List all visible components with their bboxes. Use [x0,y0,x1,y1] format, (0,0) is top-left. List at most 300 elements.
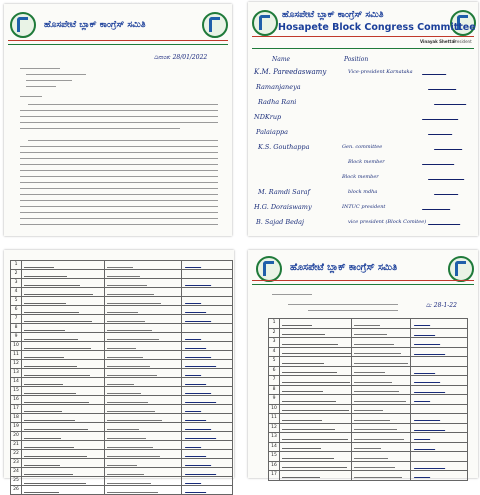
row-number: 26 [11,486,22,495]
signature-mark [414,396,432,402]
row-number: 7 [11,315,22,324]
table-row [11,261,233,270]
row-number: 6 [269,366,280,376]
row-number: 24 [11,468,22,477]
designation-cell [352,338,411,348]
table-row [11,351,233,360]
signature-mark [185,451,208,457]
header-divider [252,36,474,37]
text-line [20,206,218,207]
signature-cell [411,376,468,386]
signature-mark [428,216,464,225]
entry-name: K.S. Gouthappa [258,143,310,151]
signature-mark [434,141,466,150]
table-row [269,357,468,367]
row-number: 14 [11,378,22,387]
signature-cell [182,441,233,450]
text-line [20,122,218,123]
row-number: 8 [11,324,22,333]
designation-cell [352,461,411,471]
signature-mark [414,339,442,345]
signature-mark [185,424,213,430]
signature-cell [411,433,468,443]
entry-name: H.G. Doraiswamy [254,203,312,211]
text-line [20,218,218,219]
row-number: 18 [11,414,22,423]
signature-cell [411,319,468,329]
row-number: 15 [269,452,280,462]
signature-mark [414,463,447,469]
row-number: 7 [269,376,280,386]
text-line [288,304,398,305]
document-page-letter [4,4,232,236]
signature-table [268,318,468,481]
signature-mark [185,262,203,268]
text-line [20,182,218,183]
signature-cell [411,414,468,424]
signature-mark [414,472,432,478]
signature-cell [182,387,233,396]
entry-position: block mdha [348,189,378,195]
signature-cell [182,333,233,342]
name-cell [22,432,105,441]
row-number: 22 [11,450,22,459]
signature-cell [182,288,233,297]
designation-cell [105,324,182,333]
table-row [269,442,468,452]
table-row [11,468,233,477]
table-row [11,423,233,432]
table-row [11,360,233,369]
row-number: 1 [269,319,280,329]
name-cell [280,328,352,338]
letter-date: ದಿ: 28-1-22 [426,302,457,309]
designation-cell [352,328,411,338]
entry-position: vice president (Block Comitee) [348,219,427,225]
signature-mark [185,478,203,484]
row-number: 3 [11,279,22,288]
text-line [308,310,398,311]
table-row [269,328,468,338]
header-divider [252,284,474,285]
name-cell [22,315,105,324]
signature-cell [182,459,233,468]
signature-cell [182,297,233,306]
table-row [269,385,468,395]
signature-mark [414,330,437,336]
text-line [28,140,218,141]
table-row [11,432,233,441]
signature-cell [411,366,468,376]
name-cell [22,387,105,396]
signature-cell [182,360,233,369]
signature-mark [185,334,203,340]
designation-cell [352,385,411,395]
row-number: 20 [11,432,22,441]
row-number: 13 [11,369,22,378]
row-number: 11 [269,414,280,424]
name-cell [22,270,105,279]
signature-cell [411,357,468,367]
entry-name: Palaiappa [256,128,289,136]
row-number: 10 [269,404,280,414]
table-row [11,279,233,288]
row-number: 2 [269,328,280,338]
text-line [20,152,218,153]
header-divider [252,48,474,49]
designation-cell [105,468,182,477]
name-cell [22,477,105,486]
signature-mark [422,111,462,120]
signature-cell [411,338,468,348]
signature-mark [434,186,462,195]
name-cell [22,486,105,495]
signature-mark [185,406,203,412]
text-line [20,164,218,165]
signature-cell [182,315,233,324]
congress-logo-icon [252,10,278,36]
name-cell [22,351,105,360]
row-number: 8 [269,385,280,395]
signature-mark [414,434,432,440]
designation-cell [105,450,182,459]
text-line [20,224,218,225]
row-number: 2 [11,270,22,279]
designation-cell [105,279,182,288]
name-cell [22,396,105,405]
congress-logo-icon [448,256,474,282]
designation-cell [105,405,182,414]
designation-cell [352,433,411,443]
name-cell [280,366,352,376]
signature-mark [414,387,447,393]
row-number: 21 [11,441,22,450]
designation-cell [105,369,182,378]
column-header-position: Position [344,56,369,63]
row-number: 14 [269,442,280,452]
table-row [11,270,233,279]
text-line [20,68,60,69]
text-line [20,110,218,111]
signature-cell [182,342,233,351]
signature-mark [185,433,218,439]
name-cell [280,433,352,443]
row-number: 17 [11,405,22,414]
signature-cell [411,395,468,405]
signature-cell [182,306,233,315]
row-number: 5 [269,357,280,367]
designation-cell [105,297,182,306]
designation-cell [105,477,182,486]
organization-title: ಹೊಸಪೇಟೆ ಬ್ಲಾಕ್ ಕಾಂಗ್ರೆಸ್ ಸಮಿತಿ [44,20,146,30]
designation-cell [352,319,411,329]
signature-cell [182,351,233,360]
row-number: 10 [11,342,22,351]
name-cell [22,261,105,270]
name-cell [22,378,105,387]
column-header-name: Name [272,56,291,63]
congress-logo-icon [10,12,36,38]
name-cell [22,450,105,459]
name-cell [280,319,352,329]
designation-cell [105,315,182,324]
president-title: President [453,39,472,44]
designation-cell [105,288,182,297]
name-cell [22,297,105,306]
table-row [269,319,468,329]
signature-mark [185,442,203,448]
table-row [11,333,233,342]
text-line [28,104,218,105]
entry-name: NDKrup [254,113,282,121]
entry-name: K.M. Pareedaswamy [254,68,327,76]
entry-position: Block member [342,174,379,180]
designation-cell [105,396,182,405]
row-number: 13 [269,433,280,443]
signature-cell [411,385,468,395]
designation-cell [105,360,182,369]
text-line [20,170,218,171]
row-number: 12 [269,423,280,433]
table-row [269,471,468,481]
text-line [20,188,218,189]
table-row [11,297,233,306]
table-row [11,378,233,387]
name-cell [22,279,105,288]
table-row [11,396,233,405]
signature-mark [414,320,432,326]
designation-cell [105,378,182,387]
name-cell [22,369,105,378]
entry-position: INTUC president [342,204,386,210]
row-number: 4 [11,288,22,297]
signature-mark [414,444,437,450]
text-line [26,74,86,75]
name-cell [280,442,352,452]
signature-cell [411,347,468,357]
congress-logo-icon [256,256,282,282]
row-number: 4 [269,347,280,357]
entry-name: Radha Rani [258,98,297,106]
signature-mark [185,415,208,421]
signature-mark [185,307,208,313]
document-page-table-letterhead [248,250,478,478]
signature-mark [422,156,458,165]
signature-cell [182,468,233,477]
name-cell [22,405,105,414]
text-line [20,116,218,117]
organization-title-english: Hosapete Block Congress Committee [278,22,476,33]
signature-mark [185,298,203,304]
entry-name: M. Ramdi Saraf [258,188,310,196]
signature-mark [185,343,208,349]
entry-position: Gen. committee [342,144,383,150]
table-row [269,338,468,348]
name-cell [22,459,105,468]
text-line [20,200,218,201]
table-row [269,461,468,471]
signature-mark [428,171,468,180]
text-line [20,96,42,97]
signature-mark [414,377,442,383]
signature-mark [185,352,213,358]
designation-cell [105,387,182,396]
signature-table [10,260,233,495]
entry-name: Ramanjaneya [256,83,301,91]
designation-cell [352,471,411,481]
designation-cell [105,333,182,342]
name-cell [280,423,352,433]
name-cell [280,357,352,367]
row-number: 16 [11,396,22,405]
name-cell [22,288,105,297]
row-number: 1 [11,261,22,270]
signature-cell [182,261,233,270]
signature-mark [422,66,450,75]
congress-logo-icon [202,12,228,38]
signature-cell [411,442,468,452]
signature-mark [185,379,208,385]
table-row [269,423,468,433]
signature-cell [182,324,233,333]
signature-cell [182,486,233,495]
name-cell [22,360,105,369]
signature-cell [182,279,233,288]
text-line [26,86,56,87]
table-row [269,414,468,424]
organization-title-kannada: ಹೊಸಪೇಟೆ ಬ್ಲಾಕ್ ಕಾಂಗ್ರೆಸ್ ಸಮಿತಿ [282,10,384,20]
signature-cell [411,328,468,338]
designation-cell [105,459,182,468]
signature-cell [411,404,468,414]
signature-cell [411,461,468,471]
designation-cell [352,376,411,386]
table-row [11,450,233,459]
name-cell [280,414,352,424]
table-row [11,477,233,486]
text-line [272,294,312,295]
designation-cell [352,366,411,376]
signature-mark [428,126,456,135]
name-cell [22,468,105,477]
text-line [20,212,218,213]
table-row [11,324,233,333]
name-cell [280,376,352,386]
signature-cell [182,477,233,486]
signature-mark [434,96,470,105]
text-line [26,80,72,81]
designation-cell [352,357,411,367]
table-row [11,441,233,450]
designation-cell [105,423,182,432]
row-number: 16 [269,461,280,471]
signature-cell [411,471,468,481]
name-cell [280,338,352,348]
signature-mark [185,397,218,403]
name-cell [22,423,105,432]
header-divider [8,44,228,45]
header-divider [8,40,228,41]
row-number: 9 [11,333,22,342]
table-row [11,486,233,495]
signature-cell [411,452,468,462]
name-cell [280,404,352,414]
text-line [20,146,218,147]
designation-cell [352,452,411,462]
table-row [11,288,233,297]
designation-cell [105,306,182,315]
signature-cell [182,378,233,387]
row-number: 5 [11,297,22,306]
designation-cell [352,347,411,357]
document-page-signatures [248,2,478,236]
designation-cell [352,442,411,452]
table-row [11,459,233,468]
signature-mark [414,368,437,374]
designation-cell [105,351,182,360]
signature-mark [414,415,442,421]
signature-mark [185,316,213,322]
name-cell [22,342,105,351]
president-name: Vinayak Shettar [420,39,457,44]
signature-cell [182,270,233,279]
signature-mark [185,361,218,367]
table-row [11,342,233,351]
table-row [11,315,233,324]
row-number: 3 [269,338,280,348]
signature-mark [185,388,213,394]
name-cell [22,441,105,450]
name-cell [280,452,352,462]
row-number: 23 [11,459,22,468]
header-divider [252,280,474,281]
designation-cell [105,486,182,495]
table-row [11,369,233,378]
signature-mark [414,349,447,355]
designation-cell [352,414,411,424]
table-row [269,433,468,443]
signature-mark [414,425,447,431]
name-cell [280,471,352,481]
signature-cell [182,369,233,378]
signature-cell [182,432,233,441]
signature-mark [428,81,460,90]
table-row [11,387,233,396]
designation-cell [105,432,182,441]
name-cell [22,333,105,342]
name-cell [280,395,352,405]
designation-cell [352,395,411,405]
row-number: 17 [269,471,280,481]
signature-cell [182,423,233,432]
row-number: 9 [269,395,280,405]
name-cell [280,385,352,395]
table-row [269,395,468,405]
table-row [11,414,233,423]
signature-cell [182,405,233,414]
row-number: 12 [11,360,22,369]
name-cell [22,306,105,315]
name-cell [22,324,105,333]
entry-position: Vice-president Karnataka [348,69,413,75]
name-cell [22,414,105,423]
entry-name: B. Sajad Bedaj [256,218,305,226]
table-row [269,366,468,376]
name-cell [280,461,352,471]
letter-date: ದಿನಾಂಕ: 28/01/2022 [154,54,208,61]
signature-mark [185,460,213,466]
text-line [20,128,180,129]
